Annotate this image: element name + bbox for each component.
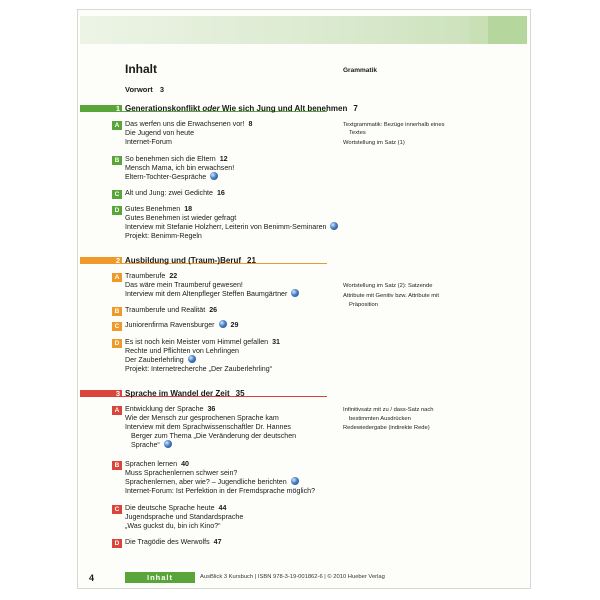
section-1a-letter: A [112, 121, 122, 130]
grammatik-heading: Grammatik [343, 67, 377, 74]
footer-imprint: AusBlick 3 Kursbuch | ISBN 978-3-19-001862-6 | © 2010 Hueber Verlag [200, 574, 385, 580]
grammar-line: Wortstellung im Satz (2): Satzende [343, 283, 433, 289]
section-1b-line: Mensch Mama, ich bin erwachsen! [125, 164, 235, 172]
section-2c-letter: C [112, 322, 122, 331]
section-3b-letter: B [112, 461, 122, 470]
section-3b-line: Internet-Forum: Ist Perfektion in der Fremdsprache möglich? [125, 487, 316, 495]
section-1d-title[interactable]: Gutes Benehmen 18 [125, 205, 193, 213]
cd-icon[interactable] [210, 172, 218, 180]
header-accent [470, 16, 488, 44]
section-2d-line: Rechte und Pflichten von Lehrlingen [125, 347, 239, 355]
section-1c-title[interactable]: Alt und Jung: zwei Gedichte 16 [125, 189, 225, 197]
section-3b-line: Sprachenlernen, aber wie? – Jugendliche berichten [125, 478, 299, 487]
footer-tab: Inhalt [125, 572, 195, 583]
section-3a-line: Interview mit dem Sprachwissenschaftler Dr. Hannes [125, 423, 291, 431]
section-1b-letter: B [112, 156, 122, 165]
section-2a-title[interactable]: Traumberufe 22 [125, 272, 178, 280]
chapter-3-title[interactable]: Sprache im Wandel der Zeit 35 [125, 389, 245, 398]
page-number: 4 [89, 573, 95, 583]
page-sheet [78, 10, 530, 588]
vorwort-entry[interactable] [125, 85, 164, 94]
cd-icon[interactable] [291, 477, 299, 485]
section-2b-title[interactable]: Traumberufe und Realität 26 [125, 306, 218, 314]
section-3c-letter: C [112, 505, 122, 514]
section-3d-title[interactable]: Die Tragödie des Werwolfs 47 [125, 538, 222, 546]
header-tab [488, 16, 527, 44]
section-3d-letter: D [112, 539, 122, 548]
section-2d-letter: D [112, 339, 122, 348]
chapter-3-number: 3 [115, 389, 120, 398]
section-1a-title[interactable]: Das werfen uns die Erwachsenen vor! 8 [125, 120, 253, 128]
header-band [80, 16, 527, 44]
section-1a-line: Internet-Forum [125, 138, 172, 146]
section-2c-title[interactable]: Juniorenfirma Ravensburger 29 [125, 321, 239, 329]
chapter-2-page: 21 [247, 256, 256, 265]
grammar-line: Infinitivsatz mit zu / dass-Satz nach [343, 407, 434, 413]
section-3c-title[interactable]: Die deutsche Sprache heute 44 [125, 504, 227, 512]
grammar-line: Textgrammatik: Bezüge innerhalb eines [343, 122, 445, 128]
section-3a-title[interactable]: Entwicklung der Sprache 36 [125, 405, 216, 413]
grammar-line: Textes [349, 130, 366, 136]
vorwort-label: Vorwort [125, 85, 153, 94]
section-2d-line: Der Zauberlehrling [125, 356, 196, 365]
section-1d-line: Gutes Benehmen ist wieder gefragt [125, 214, 237, 222]
chapter-2-number: 2 [115, 256, 120, 265]
section-3c-line: „Was guckst du, bin ich Kino?“ [125, 522, 221, 530]
section-2a-letter: A [112, 273, 122, 282]
grammar-line: Präposition [349, 302, 379, 308]
section-3a-letter: A [112, 406, 122, 415]
section-3b-title[interactable]: Sprachen lernen 40 [125, 460, 189, 468]
section-1d-letter: D [112, 206, 122, 215]
grammar-line: Redewiedergabe (indirekte Rede) [343, 425, 430, 431]
section-1b-line: Eltern-Tochter-Gespräche [125, 173, 218, 182]
section-3a-line: Sprache“ [131, 441, 172, 450]
section-1c-letter: C [112, 190, 122, 199]
section-2d-title[interactable]: Es ist noch kein Meister vom Himmel gefallen 31 [125, 338, 280, 346]
vorwort-page: 3 [159, 85, 165, 94]
section-3a-line: Berger zum Thema „Die Veränderung der deutschen [131, 432, 297, 440]
page-title: Inhalt [125, 62, 157, 76]
cd-icon[interactable] [219, 320, 227, 328]
cd-icon[interactable] [291, 289, 299, 297]
section-1a-line: Die Jugend von heute [125, 129, 195, 137]
chapter-3-page: 35 [235, 389, 245, 398]
grammar-line: Attribute mit Genitiv bzw. Attribute mit [343, 293, 440, 299]
chapter-2-title[interactable]: Ausbildung und (Traum-)Beruf 21 [125, 256, 256, 265]
cd-icon[interactable] [330, 222, 338, 230]
section-2d-line: Projekt: Internetrecherche „Der Zauberlehrling“ [125, 365, 273, 373]
chapter-1-page: 7 [353, 104, 358, 113]
section-2b-letter: B [112, 307, 122, 316]
section-2a-line: Das wäre mein Traumberuf gewesen! [125, 281, 243, 289]
grammar-line: bestimmten Ausdrücken [349, 416, 411, 422]
section-1d-line: Interview mit Stefanie Holzherr, Leiterin von Benimm-Seminaren [125, 223, 338, 232]
section-2a-line: Interview mit dem Altenpfleger Steffen Baumgärtner [125, 290, 299, 299]
chapter-1-number: 1 [115, 104, 120, 113]
chapter-1-title[interactable]: Generationskonflikt oder Wie sich Jung und Alt benehmen 7 [125, 104, 358, 113]
grammar-line: Wortstellung im Satz (1) [343, 140, 405, 146]
cd-icon[interactable] [188, 355, 196, 363]
section-3b-line: Muss Sprachenlernen schwer sein? [125, 469, 238, 477]
section-3c-line: Jugendsprache und Standardsprache [125, 513, 244, 521]
section-1d-line: Projekt: Benimm-Regeln [125, 232, 202, 240]
section-1b-title[interactable]: So benehmen sich die Eltern 12 [125, 155, 228, 163]
section-3a-line: Wie der Mensch zur gesprochenen Sprache kam [125, 414, 279, 422]
cd-icon[interactable] [164, 440, 172, 448]
